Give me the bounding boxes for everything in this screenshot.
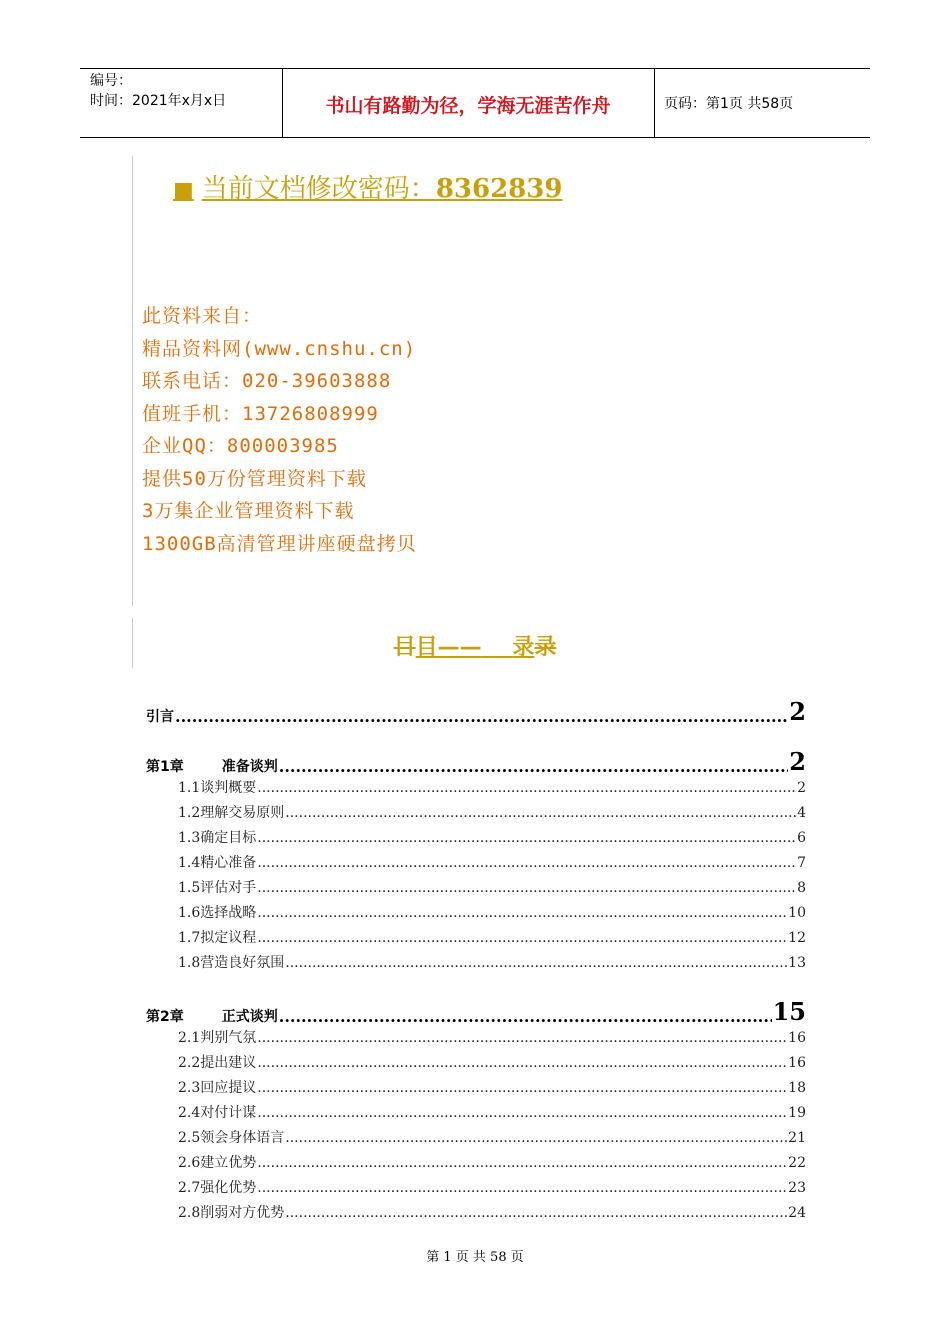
toc-entry[interactable] bbox=[146, 1201, 806, 1226]
toc-leader-dots bbox=[257, 901, 787, 926]
toc-entry-number: 第2章 bbox=[146, 1009, 184, 1025]
toc-entry-title: 选择战略 bbox=[200, 905, 257, 921]
toc-entry-number: 1.2 bbox=[178, 805, 201, 821]
square-bullet-icon: ■ bbox=[173, 178, 194, 203]
toc-entry-page: 15 bbox=[772, 997, 806, 1026]
toc-entry-number: 2.7 bbox=[178, 1180, 201, 1196]
source-line: 3万集企业管理资料下载 bbox=[142, 500, 355, 522]
page-header bbox=[80, 68, 870, 138]
toc-entry-label bbox=[178, 1176, 256, 1201]
toc-entry[interactable] bbox=[146, 901, 806, 926]
toc-entry-page: 16 bbox=[788, 1030, 806, 1046]
toc-entry-page: 2 bbox=[797, 780, 806, 796]
toc-entry[interactable] bbox=[146, 851, 806, 876]
toc-entry-number: 1.3 bbox=[178, 830, 201, 846]
toc-entry[interactable] bbox=[146, 1026, 806, 1051]
toc-entry-number: 2.2 bbox=[178, 1055, 201, 1071]
toc-entry-label bbox=[146, 756, 278, 776]
table-of-contents bbox=[146, 676, 806, 1226]
toc-entry-label bbox=[178, 801, 284, 826]
toc-entry-page: 8 bbox=[797, 880, 806, 896]
source-info bbox=[142, 300, 417, 560]
toc-title-tail: 录 bbox=[512, 635, 535, 660]
toc-entry-title: 回应提议 bbox=[200, 1080, 257, 1096]
toc-entry-title: 提出建议 bbox=[200, 1055, 257, 1071]
toc-entry-title: 确定目标 bbox=[200, 830, 257, 846]
toc-entry-label bbox=[178, 776, 256, 801]
toc-title-tail-struck: 录 bbox=[534, 635, 557, 660]
password-value: 8362839 bbox=[435, 174, 563, 204]
header-divider bbox=[654, 69, 655, 137]
toc-entry-number: 2.6 bbox=[178, 1155, 201, 1171]
toc-leader-dots bbox=[257, 876, 796, 901]
toc-entry-number: 2.8 bbox=[178, 1205, 201, 1221]
toc-entry-page: 22 bbox=[788, 1155, 806, 1171]
toc-leader-dots bbox=[285, 1201, 787, 1226]
toc-entry-label bbox=[178, 826, 256, 851]
toc-entry-label bbox=[178, 1026, 256, 1051]
toc-entry[interactable] bbox=[146, 801, 806, 826]
toc-entry-page: 2 bbox=[789, 697, 806, 726]
toc-leader-dots bbox=[257, 926, 787, 951]
toc-entry[interactable] bbox=[146, 926, 806, 951]
toc-entry[interactable] bbox=[146, 826, 806, 851]
toc-title-underlined: 目—— bbox=[415, 635, 482, 660]
toc-leader-dots bbox=[279, 757, 789, 776]
source-line: 精品资料网(www.cnshu.cn) bbox=[142, 337, 417, 360]
toc-entry-title: 拟定议程 bbox=[200, 930, 257, 946]
header-meta bbox=[90, 71, 290, 111]
toc-entry-page: 24 bbox=[788, 1205, 806, 1221]
toc-entry-page: 19 bbox=[788, 1105, 806, 1121]
toc-title-struck: 目 bbox=[393, 635, 416, 660]
header-page-number: 页码：第1页 共58页 bbox=[664, 96, 794, 112]
toc-leader-dots bbox=[257, 1151, 787, 1176]
toc-entry-title: 削弱对方优势 bbox=[200, 1205, 285, 1221]
source-line: 此资料来自： bbox=[142, 305, 263, 327]
toc-entry-page: 4 bbox=[797, 805, 806, 821]
toc-entry-number: 1.8 bbox=[178, 955, 201, 971]
header-motto: 书山有路勤为径，学海无涯苦作舟 bbox=[325, 95, 611, 117]
toc-leader-dots bbox=[257, 1176, 787, 1201]
toc-entry-label bbox=[178, 1151, 256, 1176]
password-notice[interactable] bbox=[173, 168, 562, 205]
toc-entry-page: 16 bbox=[788, 1055, 806, 1071]
toc-entry-title: 精心准备 bbox=[200, 855, 257, 871]
toc-entry-label bbox=[178, 1101, 256, 1126]
toc-entry-page: 23 bbox=[788, 1180, 806, 1196]
toc-entry-number: 2.5 bbox=[178, 1130, 201, 1146]
toc-entry-page: 7 bbox=[797, 855, 806, 871]
toc-entry[interactable] bbox=[146, 1101, 806, 1126]
toc-entry-number: 2.1 bbox=[178, 1030, 201, 1046]
toc-leader-dots bbox=[285, 801, 796, 826]
toc-entry-label bbox=[178, 901, 256, 926]
toc-leader-dots bbox=[257, 1076, 787, 1101]
toc-entry[interactable] bbox=[146, 776, 806, 801]
source-line: 1300GB高清管理讲座硬盘拷贝 bbox=[142, 532, 417, 555]
toc-entry-label bbox=[178, 876, 256, 901]
toc-entry[interactable] bbox=[146, 1176, 806, 1201]
toc-entry-page: 13 bbox=[788, 955, 806, 971]
margin-line bbox=[132, 156, 133, 606]
toc-entry-title: 理解交易原则 bbox=[200, 805, 285, 821]
source-line: 企业QQ：800003985 bbox=[142, 435, 339, 457]
toc-entry-title: 评估对手 bbox=[200, 880, 257, 896]
toc-entry-title: 对付计谋 bbox=[200, 1105, 257, 1121]
toc-entry-title: 判别气氛 bbox=[200, 1030, 257, 1046]
toc-entry-number: 2.3 bbox=[178, 1080, 201, 1096]
toc-entry-label bbox=[146, 1006, 278, 1026]
toc-entry-label bbox=[178, 851, 256, 876]
toc-entry-number: 引言 bbox=[146, 709, 174, 725]
toc-entry-number: 第1章 bbox=[146, 759, 184, 775]
toc-entry-label bbox=[178, 951, 284, 976]
toc-entry-title: 强化优势 bbox=[200, 1180, 257, 1196]
toc-entry[interactable] bbox=[146, 1151, 806, 1176]
toc-entry-number: 1.1 bbox=[178, 780, 201, 796]
password-label: 当前文档修改密码： bbox=[201, 174, 436, 204]
toc-title bbox=[0, 630, 950, 661]
toc-entry-title: 领会身体语言 bbox=[200, 1130, 285, 1146]
toc-entry-page: 2 bbox=[789, 747, 806, 776]
toc-leader-dots bbox=[257, 1026, 787, 1051]
toc-entry[interactable] bbox=[146, 1076, 806, 1101]
toc-entry-page: 10 bbox=[788, 905, 806, 921]
toc-leader-dots bbox=[257, 1101, 787, 1126]
toc-entry[interactable] bbox=[146, 876, 806, 901]
toc-entry-label bbox=[178, 1201, 284, 1226]
toc-entry-title: 正式谈判 bbox=[221, 1009, 278, 1025]
document-id-label: 编号： bbox=[90, 73, 132, 89]
toc-entry-number: 1.5 bbox=[178, 880, 201, 896]
toc-entry-title: 建立优势 bbox=[200, 1155, 257, 1171]
page-footer: 第 1 页 共 58 页 bbox=[426, 1250, 524, 1265]
toc-leader-dots bbox=[285, 951, 787, 976]
toc-entry-title: 谈判概要 bbox=[200, 780, 257, 796]
document-time-label: 时间：2021年x月x日 bbox=[90, 93, 227, 109]
toc-title-blank bbox=[482, 635, 513, 660]
toc-leader-dots bbox=[279, 1007, 772, 1026]
toc-entry[interactable] bbox=[146, 1126, 806, 1151]
toc-entry[interactable] bbox=[146, 726, 806, 776]
toc-entry-number: 1.6 bbox=[178, 905, 201, 921]
toc-entry-label bbox=[178, 1051, 256, 1076]
toc-entry[interactable] bbox=[146, 1051, 806, 1076]
toc-entry-number: 1.4 bbox=[178, 855, 201, 871]
toc-entry[interactable] bbox=[146, 976, 806, 1026]
toc-leader-dots bbox=[257, 776, 796, 801]
source-line: 值班手机：13726808999 bbox=[142, 402, 379, 425]
toc-entry-number: 2.4 bbox=[178, 1105, 201, 1121]
toc-entry-label bbox=[178, 1076, 256, 1101]
toc-entry-title: 营造良好氛围 bbox=[200, 955, 285, 971]
toc-entry[interactable] bbox=[146, 676, 806, 726]
toc-entry-page: 12 bbox=[788, 930, 806, 946]
toc-entry-number: 1.7 bbox=[178, 930, 201, 946]
toc-leader-dots bbox=[257, 851, 796, 876]
toc-entry-label bbox=[178, 1126, 284, 1151]
toc-entry-title: 准备谈判 bbox=[221, 759, 278, 775]
toc-leader-dots bbox=[175, 707, 788, 726]
toc-entry-label bbox=[178, 926, 256, 951]
toc-entry-page: 18 bbox=[788, 1080, 806, 1096]
toc-entry-page: 21 bbox=[788, 1130, 806, 1146]
toc-entry[interactable] bbox=[146, 951, 806, 976]
toc-leader-dots bbox=[257, 826, 796, 851]
source-line: 提供50万份管理资料下载 bbox=[142, 467, 367, 490]
toc-entry-label bbox=[146, 706, 174, 726]
toc-entry-page: 6 bbox=[797, 830, 806, 846]
source-line: 联系电话：020-39603888 bbox=[142, 370, 392, 392]
toc-leader-dots bbox=[285, 1126, 787, 1151]
toc-leader-dots bbox=[257, 1051, 787, 1076]
